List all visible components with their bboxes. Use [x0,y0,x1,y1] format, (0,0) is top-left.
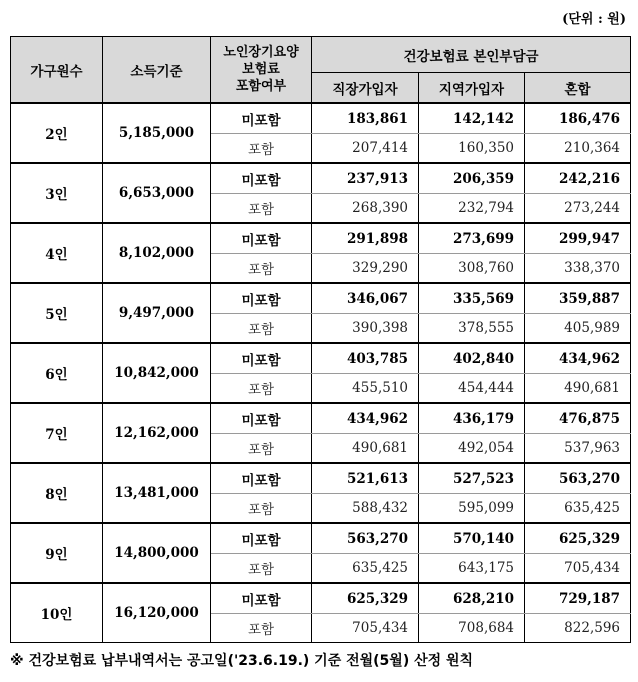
regional-premium-cell: 206,359 [419,163,525,194]
table-row [11,463,631,494]
header-mixed: 혼합 [525,73,631,104]
employee-premium-cell: 521,613 [312,463,419,494]
header-care-insurance [211,37,312,104]
employee-premium-cell: 207,414 [312,134,419,164]
mixed-premium-cell: 822,596 [525,614,631,643]
regional-premium-cell: 402,840 [419,343,525,374]
mixed-premium-cell: 405,989 [525,314,631,344]
unit-note: (단위 : 원) [562,12,626,27]
care-flag-cell: 미포함 [211,403,312,434]
mixed-premium-cell: 729,187 [525,583,631,614]
household-cell: 8인 [11,463,103,523]
care-flag-cell: 포함 [211,134,312,164]
mixed-premium-cell: 186,476 [525,103,631,134]
regional-premium-cell: 628,210 [419,583,525,614]
table-row [11,223,631,254]
care-flag-cell: 미포함 [211,523,312,554]
mixed-premium-cell: 434,962 [525,343,631,374]
employee-premium-cell: 563,270 [312,523,419,554]
employee-premium-cell: 237,913 [312,163,419,194]
household-cell: 6인 [11,343,103,403]
income-cell: 16,120,000 [103,583,211,643]
regional-premium-cell: 492,054 [419,434,525,464]
regional-premium-cell: 527,523 [419,463,525,494]
care-flag-cell: 미포함 [211,283,312,314]
employee-premium-cell: 329,290 [312,254,419,284]
care-flag-cell: 포함 [211,314,312,344]
income-cell: 12,162,000 [103,403,211,463]
employee-premium-cell: 291,898 [312,223,419,254]
care-flag-cell: 미포함 [211,223,312,254]
mixed-premium-cell: 273,244 [525,194,631,224]
mixed-premium-cell: 635,425 [525,494,631,524]
employee-premium-cell: 183,861 [312,103,419,134]
mixed-premium-cell: 476,875 [525,403,631,434]
mixed-premium-cell: 210,364 [525,134,631,164]
employee-premium-cell: 705,434 [312,614,419,643]
care-flag-cell: 미포함 [211,463,312,494]
income-cell: 13,481,000 [103,463,211,523]
regional-premium-cell: 335,569 [419,283,525,314]
table-row [11,103,631,134]
mixed-premium-cell: 625,329 [525,523,631,554]
mixed-premium-cell: 242,216 [525,163,631,194]
employee-premium-cell: 625,329 [312,583,419,614]
table-row [11,283,631,314]
regional-premium-cell: 378,555 [419,314,525,344]
header-care-line3: 포함여부 [235,79,287,94]
income-cell: 9,497,000 [103,283,211,343]
mixed-premium-cell: 490,681 [525,374,631,404]
employee-premium-cell: 403,785 [312,343,419,374]
regional-premium-cell: 708,684 [419,614,525,643]
employee-premium-cell: 346,067 [312,283,419,314]
header-premium-group: 건강보험료 본인부담금 [312,37,631,73]
employee-premium-cell: 268,390 [312,194,419,224]
household-cell: 2인 [11,103,103,163]
income-cell: 10,842,000 [103,343,211,403]
income-cell: 14,800,000 [103,523,211,583]
mixed-premium-cell: 359,887 [525,283,631,314]
income-cell: 5,185,000 [103,103,211,163]
household-cell: 4인 [11,223,103,283]
regional-premium-cell: 232,794 [419,194,525,224]
regional-premium-cell: 595,099 [419,494,525,524]
household-cell: 5인 [11,283,103,343]
employee-premium-cell: 390,398 [312,314,419,344]
regional-premium-cell: 643,175 [419,554,525,584]
table-row [11,523,631,554]
mixed-premium-cell: 563,270 [525,463,631,494]
table-row [11,343,631,374]
regional-premium-cell: 308,760 [419,254,525,284]
footnote: ※ 건강보험료 납부내역서는 공고일('23.6.19.) 기준 전월(5월) 산정 원칙 [10,653,474,669]
regional-premium-cell: 454,444 [419,374,525,404]
table-row [11,163,631,194]
care-flag-cell: 미포함 [211,103,312,134]
header-care-line2: 보험료 [242,62,280,77]
header-care-line1: 노인장기요양 [223,45,299,60]
mixed-premium-cell: 338,370 [525,254,631,284]
employee-premium-cell: 490,681 [312,434,419,464]
employee-premium-cell: 635,425 [312,554,419,584]
income-cell: 6,653,000 [103,163,211,223]
table-row [11,583,631,614]
regional-premium-cell: 570,140 [419,523,525,554]
regional-premium-cell: 160,350 [419,134,525,164]
employee-premium-cell: 588,432 [312,494,419,524]
care-flag-cell: 미포함 [211,163,312,194]
mixed-premium-cell: 299,947 [525,223,631,254]
mixed-premium-cell: 537,963 [525,434,631,464]
care-flag-cell: 포함 [211,434,312,464]
care-flag-cell: 포함 [211,254,312,284]
household-cell: 3인 [11,163,103,223]
household-cell: 7인 [11,403,103,463]
household-cell: 10인 [11,583,103,643]
care-flag-cell: 미포함 [211,583,312,614]
income-cell: 8,102,000 [103,223,211,283]
care-flag-cell: 포함 [211,554,312,584]
care-flag-cell: 포함 [211,374,312,404]
care-flag-cell: 미포함 [211,343,312,374]
regional-premium-cell: 273,699 [419,223,525,254]
regional-premium-cell: 142,142 [419,103,525,134]
header-employee: 직장가입자 [312,73,419,104]
employee-premium-cell: 455,510 [312,374,419,404]
header-regional: 지역가입자 [419,73,525,104]
regional-premium-cell: 436,179 [419,403,525,434]
household-cell: 9인 [11,523,103,583]
header-household: 가구원수 [11,37,103,104]
employee-premium-cell: 434,962 [312,403,419,434]
header-income: 소득기준 [103,37,211,104]
mixed-premium-cell: 705,434 [525,554,631,584]
care-flag-cell: 포함 [211,494,312,524]
care-flag-cell: 포함 [211,194,312,224]
care-flag-cell: 포함 [211,614,312,643]
table-row [11,403,631,434]
premium-table [10,36,631,643]
